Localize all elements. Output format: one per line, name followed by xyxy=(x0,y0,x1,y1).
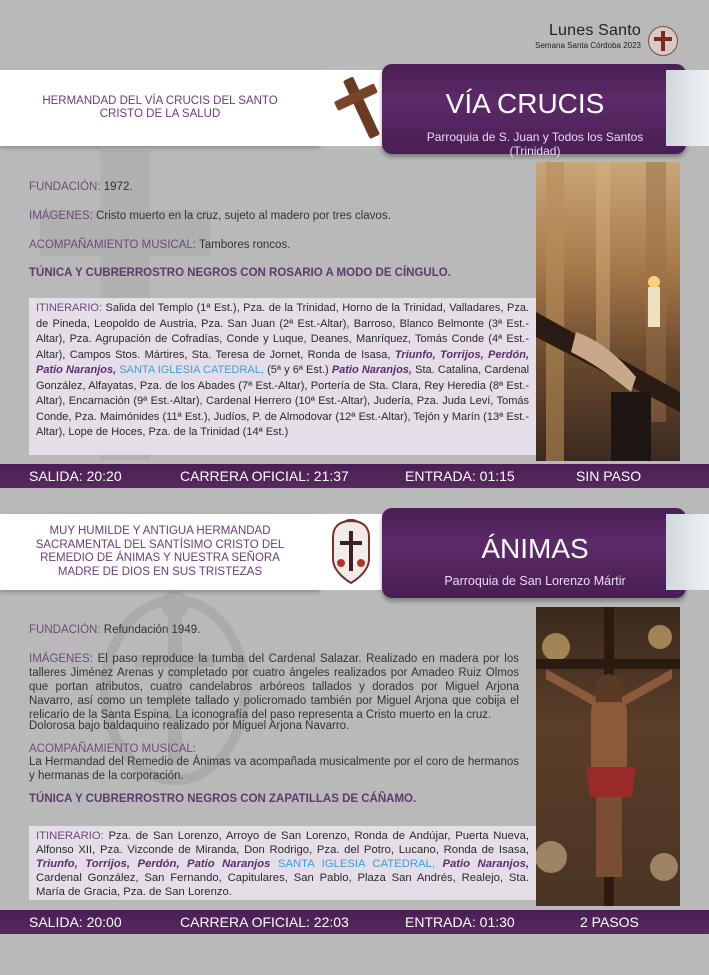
brotherhood-shield-icon xyxy=(320,514,382,590)
pasos-count: SIN PASO xyxy=(576,468,642,484)
tunica: TÚNICA Y CUBRERROSTRO NEGROS CON ROSARIO A MODO DE CÍNGULO. xyxy=(29,267,451,279)
entrada-time: ENTRADA: 01:15 xyxy=(405,468,515,484)
musica: La Hermandad del Remedio de Ánimas va acompañada musicalmente por el coro de hermanos y hermanas de la corporación. xyxy=(29,756,519,782)
schedule-bar xyxy=(0,910,709,934)
imagenes: IMÁGENES: El paso reproduce la tumba del Cardenal Salazar. Realizado en madera por los talleres Jiménez Arenas y completado por cuatro ángeles realizados por Amadeo Ruiz Olmos que portan atributos, cuatro candelabros arbóreos tallados y dorados por Miguel Arjona Navarro, así como un templete tallado y policromado también por Miguel Arjona que cobija el relicario de la Santa Espina. La iconografía del paso representa a Cristo muerto en la cruz. xyxy=(29,653,519,721)
fundacion: FUNDACIÓN: Refundación 1949. xyxy=(29,624,201,636)
salida-time: SALIDA: 20:00 xyxy=(29,914,122,930)
fundacion: FUNDACIÓN: 1972. xyxy=(29,181,133,193)
musica-label: ACOMPAÑAMIENTO MUSICAL: xyxy=(29,743,196,755)
itinerario: ITINERARIO: Salida del Templo (1ª Est.), Pza. de la Trinidad, Horno de la Trinidad, Valladares, Pza. de Pineda, Leopoldo de Austria, Pza. San Juan (2ª Est.-Altar), Barroso, Blanco Belmonte (3ª Est.-Altar), Pza. Agrupación de Cofradías, Conde y Luque, Deanes, Manríquez, Tomás Conde (4ª Est.-Altar), Campos Stos. Mártires, Sta. Teresa de Jornet, Ronda de Isasa, Triunfo, Torrijos, Perdón, Patio Naranjos, SANTA IGLESIA CATEDRAL, (5ª y 6ª Est.) Patio Naranjos, Sta. Catalina, Cardenal González, Alfayatas, Pza. de los Abades (7ª Est.-Altar), Portería de Sta. Clara, Rey Heredia (8ª Est.-Altar), Encarnación (9ª Est.-Altar), Cardenal Herrero (10ª Est.-Altar), Judería, Pza. Juda Leví, Tomás Conde, Pza. Maimónides (11ª Est.), Judíos, P. de Almodovar (12ª Est.-Altar), Tejón y Marín (13ª Est.-Altar), Lope de Hoces, Pza. de la Trinidad (14ª Est.) xyxy=(29,298,536,455)
schedule-bar xyxy=(0,464,709,488)
parish-name: Parroquia de San Lorenzo Mártir xyxy=(444,574,626,588)
musica: ACOMPAÑAMIENTO MUSICAL: Tambores roncos. xyxy=(29,239,291,251)
salida-time: SALIDA: 20:20 xyxy=(29,468,122,484)
brotherhood-name: HERMANDAD DEL VÍA CRUCIS DEL SANTO CRISTO DE LA SALUD xyxy=(0,70,320,146)
carrera-oficial-time: CARRERA OFICIAL: 22:03 xyxy=(180,914,349,930)
tunica: TÚNICA Y CUBRERROSTRO NEGROS CON ZAPATILLAS DE CÁÑAMO. xyxy=(29,793,417,805)
procession-photo xyxy=(536,162,680,461)
pasos-count: 2 PASOS xyxy=(580,914,639,930)
banner-tail xyxy=(666,514,709,590)
cross-logo-icon xyxy=(648,26,678,56)
imagenes-dolorosa: Dolorosa bajo baldaquino realizado por Miguel Arjona Navarro. xyxy=(29,720,350,732)
carrera-oficial-time: CARRERA OFICIAL: 21:37 xyxy=(180,468,349,484)
entrada-time: ENTRADA: 01:30 xyxy=(405,914,515,930)
itinerario: ITINERARIO: Pza. de San Lorenzo, Arroyo de San Lorenzo, Ronda de Andújar, Puerta Nueva, Alfonso XII, Pza. Vizconde de Miranda, Don Rodrigo, Pza. del Potro, Lucano, Ronda de Isasa, Triunfo, Torrijos, Perdón, Patio Naranjos SANTA IGLESIA CATEDRAL, Patio Naranjos, Cardenal González, San Fernando, Capitulares, San Pablo, Plaza San Andrés, Realejo, Sta. María de Gracia, Pza. de San Lorenzo. xyxy=(29,826,536,900)
procession-title: ÁNIMAS xyxy=(481,533,589,564)
page-subtitle: Semana Santa Córdoba 2023 xyxy=(535,41,641,50)
parish-name: Parroquia de S. Juan y Todos los Santos (Trinidad) xyxy=(426,130,644,158)
brotherhood-name: MUY HUMILDE Y ANTIGUA HERMANDAD SACRAMENTAL DEL SANTÍSIMO CRISTO DEL REMEDIO DE ÁNIMAS Y NUESTRA SEÑORA MADRE DE DIOS EN SUS TRISTEZAS xyxy=(0,514,320,590)
imagenes: IMÁGENES: Cristo muerto en la cruz, sujeto al madero por tres clavos. xyxy=(29,210,391,222)
procession-photo xyxy=(536,607,680,906)
banner-tail xyxy=(666,70,709,146)
procession-title: VÍA CRUCIS xyxy=(445,88,605,119)
page-day: Lunes Santo xyxy=(548,22,641,39)
